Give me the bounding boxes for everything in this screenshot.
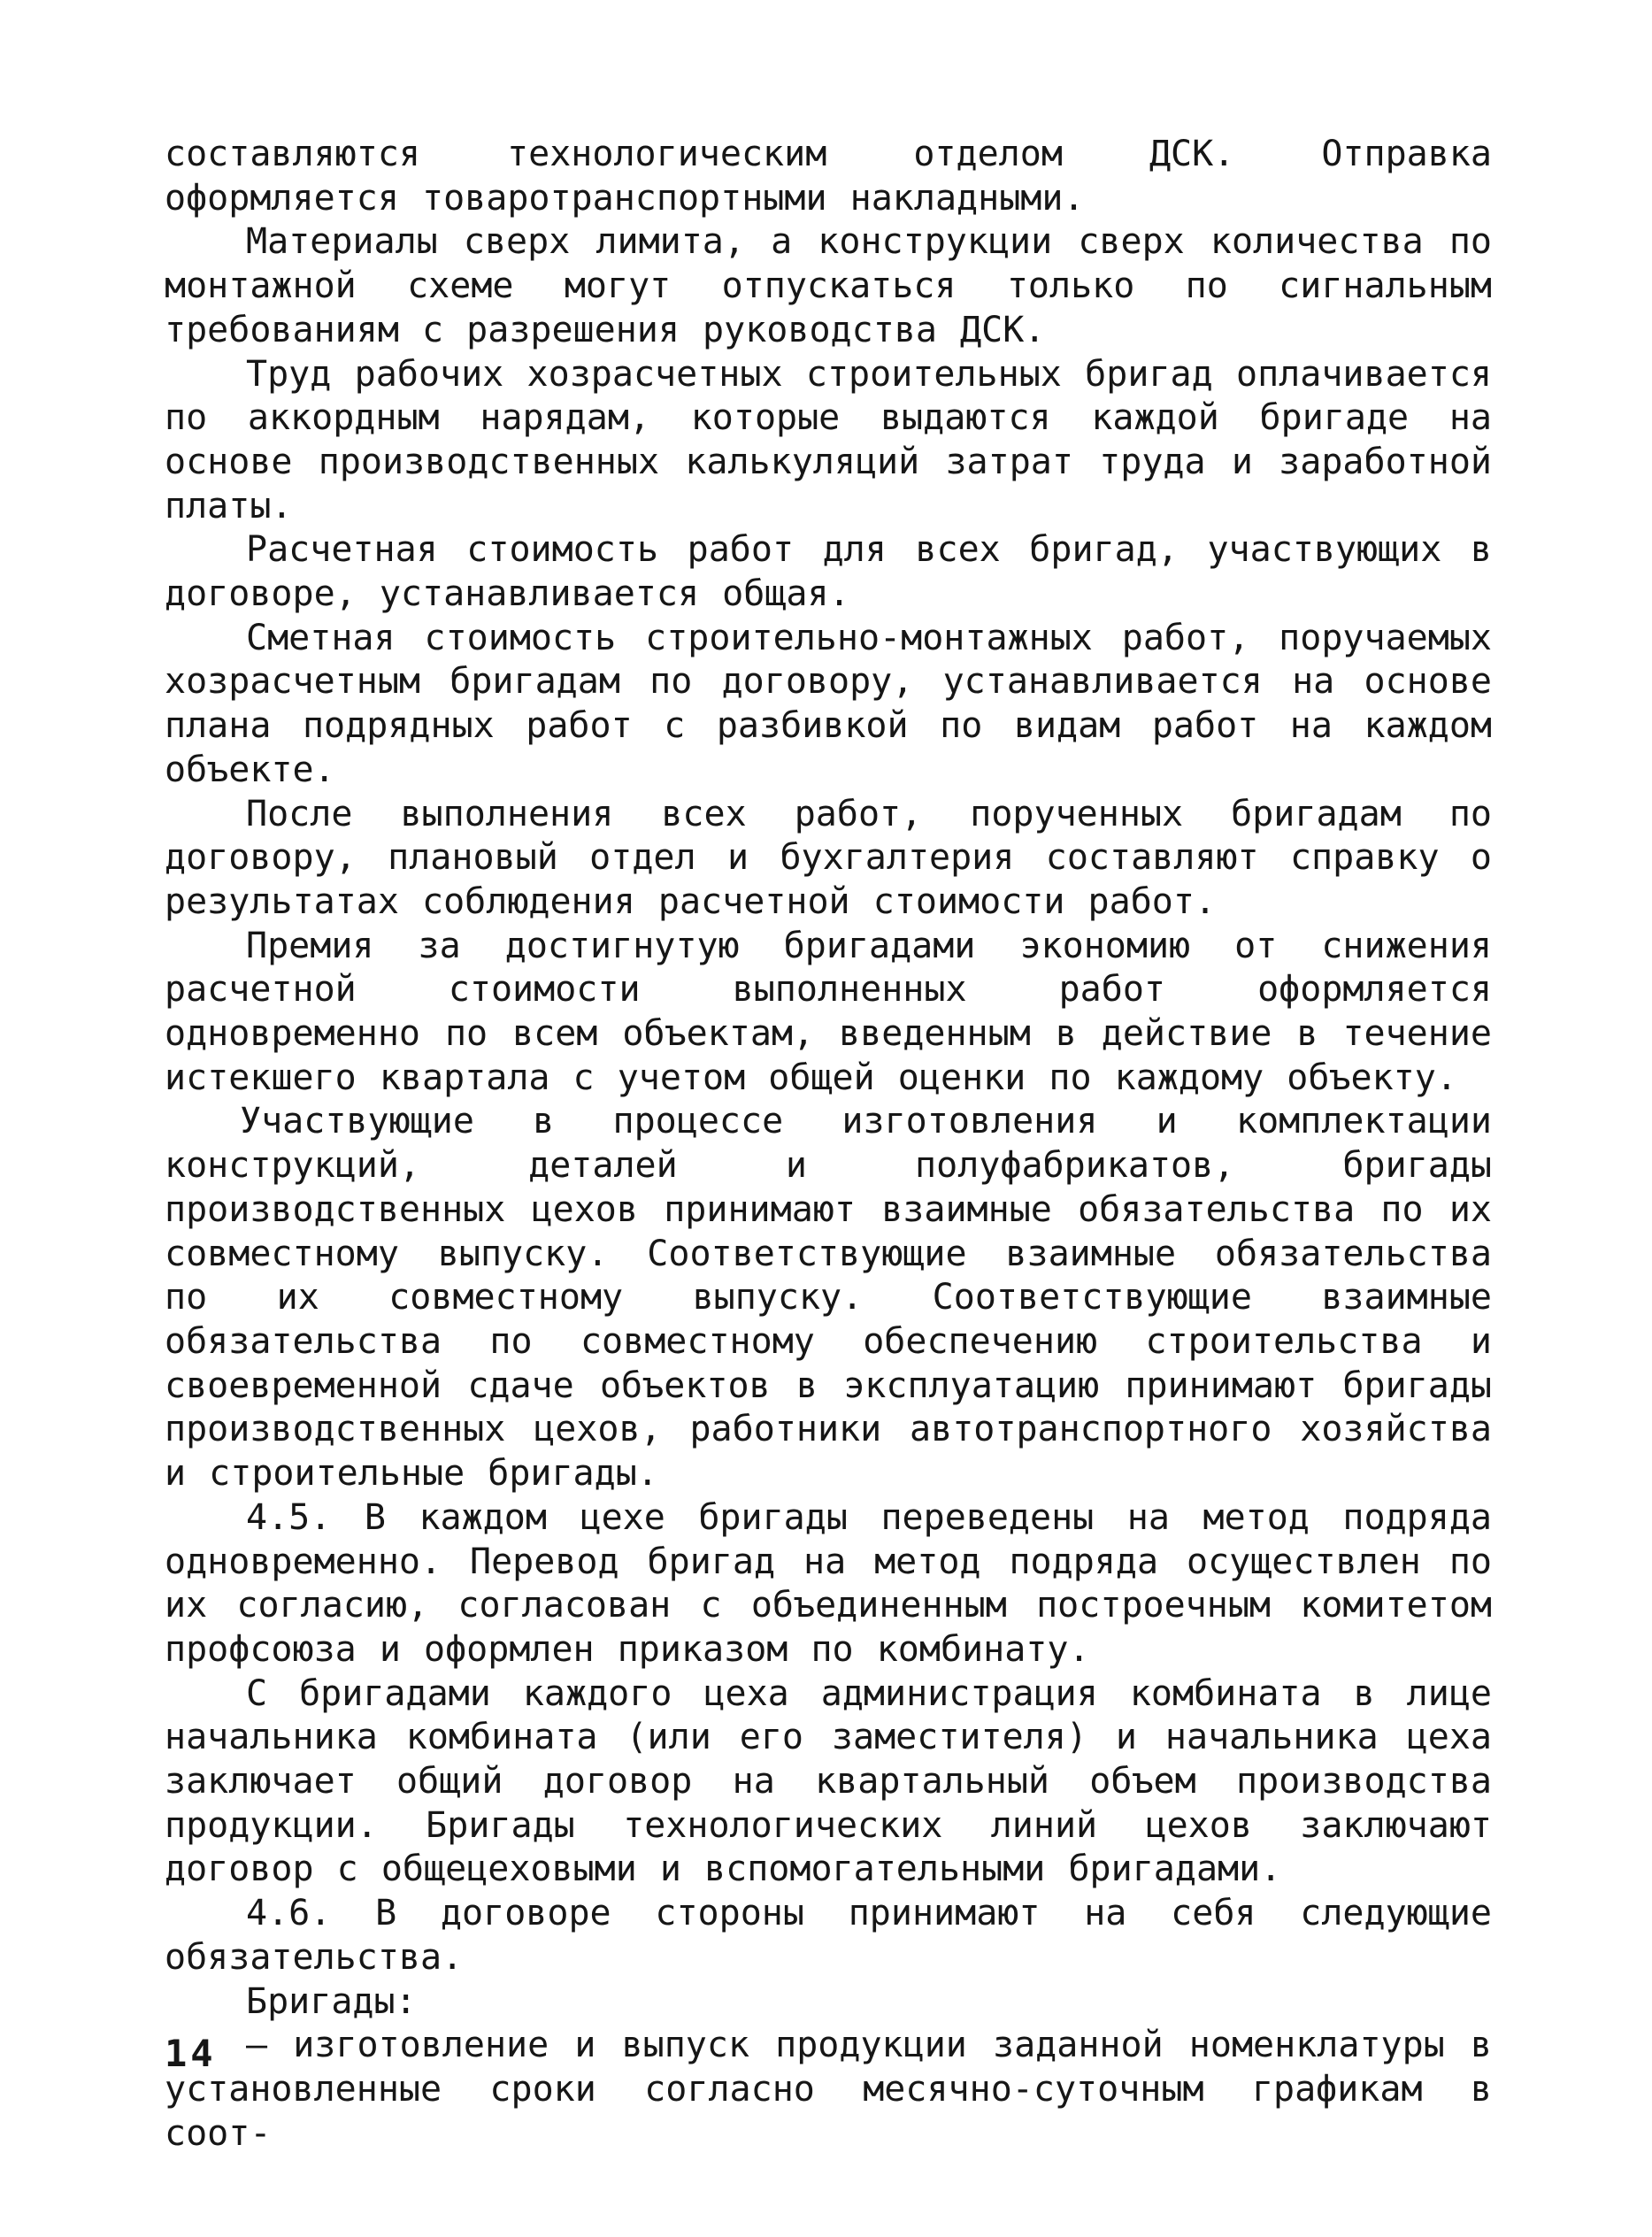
- paragraph: Материалы сверх лимита, а конструкции сверх количества по монтажной схеме могут отпускаться только по сигнальным требованиям с разрешения руководства ДСК.: [165, 221, 1492, 350]
- paragraph: Сметная стоимость строительно-монтажных работ, поручаемых хозрасчетным бригадам по договору, устанавливается на основе плана подрядных работ с разбивкой по видам работ на каждом объекте.: [165, 617, 1492, 790]
- brigades-heading: Бригады:: [246, 1980, 417, 2022]
- section-4-6-paragraph: 4.6. В договоре стороны принимают на себя следующие обязательства.: [165, 1893, 1492, 1978]
- page-body: [165, 133, 1492, 2156]
- page-number: 14: [165, 2032, 217, 2075]
- paragraph: составляются технологическим отделом ДСК. Отправка оформляется товаротранспортными накладными.: [165, 134, 1492, 219]
- paragraph: Труд рабочих хозрасчетных строительных бригад оплачивается по аккордным нарядам, которые выдаются каждой бригаде на основе производственных калькуляций затрат труда и заработной платы.: [165, 353, 1492, 527]
- paragraph: Участвующие в процессе изготовления и комплектации конструкций, деталей и полуфабрикатов, бригады производственных цехов принимают взаимные обязательства по их совместному выпуску. Соответствующие взаимные обязательства по их совместному выпуску. Соответствующие взаимные обязательства по совместному обеспечению строительства и своевременной сдаче объектов в эксплуатацию принимают бригады производственных цехов, работники автотранспортного хозяйства и строительные бригады.: [165, 1101, 1492, 1495]
- paragraph: После выполнения всех работ, порученных бригадам по договору, плановый отдел и бухгалтерия составляют справку о результатах соблюдения расчетной стоимости работ.: [165, 793, 1492, 922]
- section-4-5-paragraph: 4.5. В каждом цехе бригады переведены на метод подряда одновременно. Перевод бригад на метод подряда осуществлен по их согласию, согласован с объединенным построечным комитетом профсоюза и оформлен приказом по комбинату.: [165, 1496, 1492, 1670]
- list-item: – изготовление и выпуск продукции заданной номенклатуры в установленные сроки согласно месячно-суточным графикам в соот-: [165, 2025, 1492, 2154]
- paragraph: Премия за достигнутую бригадами экономию от снижения расчетной стоимости выполненных работ оформляется одновременно по всем объектам, введенным в действие в течение истекшего квартала с учетом общей оценки по каждому объекту.: [165, 925, 1492, 1098]
- paragraph: Расчетная стоимость работ для всех бригад, участвующих в договоре, устанавливается общая.: [165, 529, 1492, 615]
- paragraph: С бригадами каждого цеха администрация комбината в лице начальника комбината (или его заместителя) и начальника цеха заключает общий договор на квартальный объем производства продукции. Бригады технологических линий цехов заключают договор с общецеховыми и вспомогательными бригадами.: [165, 1672, 1492, 1890]
